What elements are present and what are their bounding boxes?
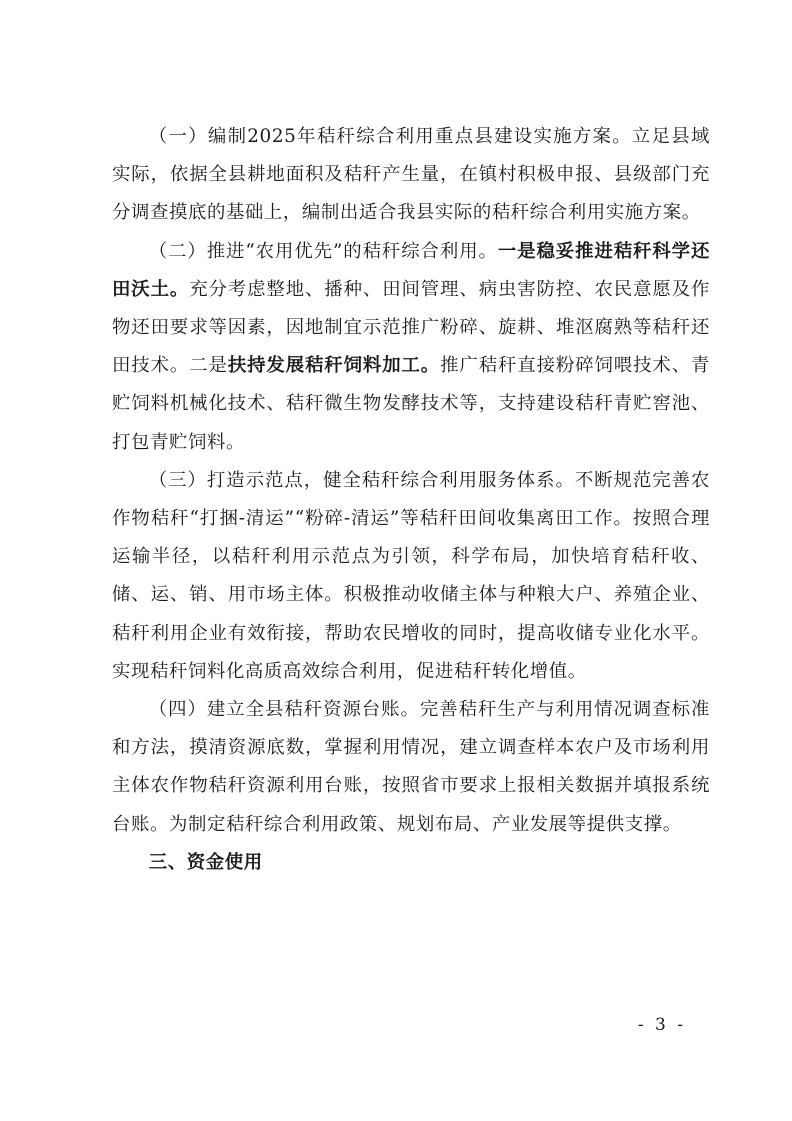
paragraph-1-text: （一）编制2025年秸秆综合利用重点县建设实施方案。立足县域实际，依据全县耕地面积及秸秆产生量，在镇村积极申报、县级部门充分调查摸底的基础上，编制出适合我县实际的秸秆综合利用实施方案。 [112, 126, 710, 224]
paragraph-2-bold-2: 扶持发展秸秆饲料加工。 [227, 355, 441, 377]
paragraph-2 [112, 233, 710, 462]
paragraph-2-bold-1: 一是稳妥推进秸秆科学还田沃土。 [112, 240, 710, 300]
paragraph-3-text: （三）打造示范点，健全秸秆综合利用服务体系。不断规范完善农作物秸秆“打捆-清运”“粉碎-清运”等秸秆田间收集离田工作。按照合理运输半径，以秸秆利用示范点为引领，科学布局，加快培育秸秆收、储、运、销、用市场主体。积极推动收储主体与种粮大户、养殖企业、秸秆利用企业有效衔接，帮助农民增收的同时，提高收储专业化水平。实现秸秆饲料化高质高效综合利用，促进秸秆转化增值。 [112, 469, 710, 682]
paragraph-2-body-1: 充分考虑整地、播种、田间管理、病虫害防控、农民意愿及作物还田要求等因素，因地制宜示范推广粉碎、旋耕、堆沤腐熟等秸秆还田技术。二是 [112, 278, 710, 377]
section-heading: 三、资金使用 [148, 851, 263, 873]
paragraph-2-lead: （二）推进“农用优先”的秸秆综合利用。 [148, 240, 498, 262]
page-number: - 3 - [637, 1015, 686, 1035]
paragraph-4 [112, 691, 710, 844]
paragraph-4-text: （四）建立全县秸秆资源台账。完善秸秆生产与利用情况调查标准和方法，摸清资源底数，掌握利用情况，建立调查样本农户及市场利用主体农作物秸秆资源利用台账，按照省市要求上报相关数据并填报系统台账。为制定秸秆综合利用政策、规划布局、产业发展等提供支撑。 [112, 699, 710, 835]
document-body [112, 118, 710, 882]
paragraph-3 [112, 462, 710, 691]
paragraph-1 [112, 118, 710, 233]
paragraph-2-body-2: 推广秸秆直接粉碎饲喂技术、青贮饲料机械化技术、秸秆微生物发酵技术等，支持建设秸秆青贮窖池、打包青贮饲料。 [112, 355, 710, 453]
